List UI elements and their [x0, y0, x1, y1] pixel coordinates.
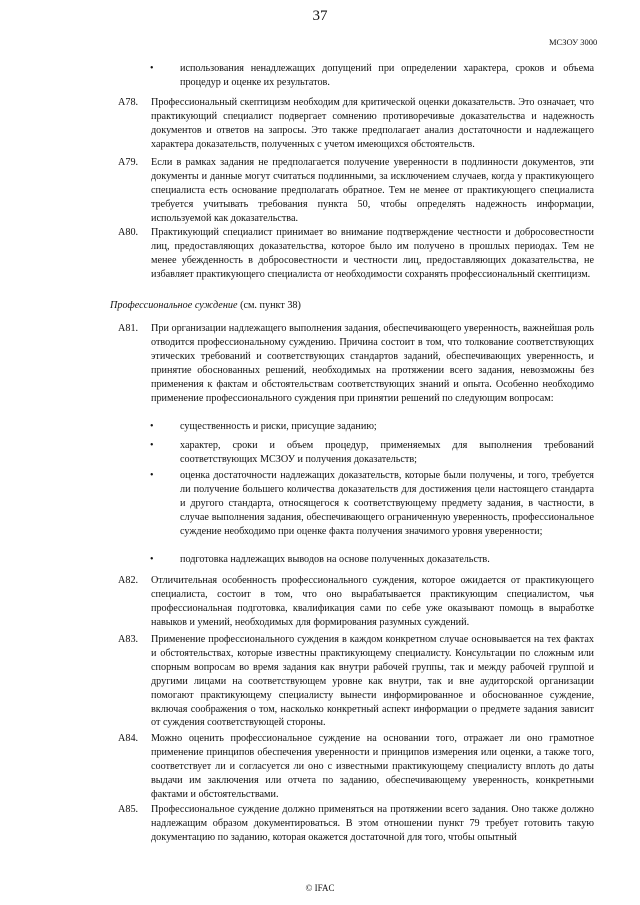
a81-bullet-4: подготовка надлежащих выводов на основе полученных доказательств. [180, 554, 490, 565]
document-code: МСЗОУ 3000 [549, 37, 598, 47]
bullet-dot: • [150, 470, 154, 481]
top-bullet-text: использования ненадлежащих допущений при определении характера, сроков и объема процедур и оценке их результатов. [180, 63, 594, 88]
paragraph-number-a82: A82. [118, 575, 139, 586]
paragraph-a84-text: Можно оценить профессиональное суждение на основании того, отражает ли оно грамотное применение принципов обеспечения уверенности и принципов измерения или оценки, а также того, соответствует ли и согласуется ли оно с известными практикующему специалисту вплоть до даты выдачи им заключения или отчета по заданию, обеспечивающему уверенность, конкретными фактами и обстоятельствами. [151, 733, 594, 800]
paragraph-number-a80: A80. [118, 227, 139, 238]
paragraph-number-a84: A84. [118, 733, 139, 744]
paragraph-number-a81: A81. [118, 323, 139, 334]
paragraph-a80-text: Практикующий специалист принимает во внимание подтверждение честности и добросовестности лиц, предоставляющих доказательства, которое было им получено в прошлых периодах. Тем не менее убежденность в добросовестности и честности лиц, предоставляющих доказательства, не избавляет практикующего специалиста от необходимости сохранять профессиональный скептицизм. [151, 227, 594, 280]
paragraph-a82-text: Отличительная особенность профессионального суждения, которое ожидается от практикующего специалиста, состоит в том, что оно вырабатывается практикующим специалистом, чья профессиональная подготовка, квалификация сами по себе уже оказывают помощь в выработке навыков и умений, необходимых для формирования разумных суждений. [151, 575, 594, 628]
bullet-dot: • [150, 440, 154, 451]
paragraph-a79-text: Если в рамках задания не предполагается получение уверенности в подлинности документов, эти документы и данные могут считаться подлинными, за исключением случаев, когда у практикующего специалиста есть основание предполагать обратное. Тем не менее от практикующего специалиста требуется учитывать требования пункта 50, чтобы определять надежность информации, используемой как доказательства. [151, 157, 594, 224]
section-heading [110, 299, 301, 313]
bullet-dot: • [150, 554, 154, 565]
a81-bullet-3: оценка достаточности надлежащих доказательств, которые были получены, и того, требуется ли получение большего количества доказательств для достижения цели настоящего стандарта и другого стандарта, относящегося к соответствующему предмету задания, в частности, в случае выполнения задания, обеспечивающего ограниченную уверенность, профессиональное суждение необходимо при оценке факта получения значимого уровня уверенности; [180, 470, 594, 537]
section-heading-ref: (см. пункт 38) [237, 300, 301, 311]
footer-copyright: © IFAC [305, 883, 335, 893]
paragraph-a85-text: Профессиональное суждение должно применяться на протяжении всего задания. Оно также должно надлежащим образом документироваться. В этом отношении пункт 79 требует готовить такую документацию по заданию, которая окажется достаточной для того, чтобы опытный [151, 804, 594, 843]
a81-bullet-1: существенность и риски, присущие заданию; [180, 421, 377, 432]
paragraph-number-a85: A85. [118, 804, 139, 815]
paragraph-a83-text: Применение профессионального суждения в каждом конкретном случае основывается на тех фактах и обстоятельствах, которые известны практикующему специалисту. Консультации по сложным или спорным вопросам во время задания как внутри рабочей группы, так и между рабочей группой и другими лицами на соответствующем уровне как внутри, так и вне аудиторской организации помогают практикующему специалисту вынести информированное и обоснованное суждение, включая соображения о том, насколько конкретный аспект информации о предмете задания зависит от суждения соответствующей стороны. [151, 634, 594, 729]
page-number: 37 [312, 8, 328, 24]
a81-bullet-2: характер, сроки и объем процедур, применяемых для выполнения требований соответствующих МСЗОУ и получения доказательств; [180, 440, 594, 465]
paragraph-number-a79: A79. [118, 157, 139, 168]
paragraph-number-a78: A78. [118, 97, 139, 108]
paragraph-a78-text: Профессиональный скептицизм необходим для критической оценки доказательств. Это означает, что практикующий специалист подвергает сомнению противоречивые доказательства и надежность документов и ответов на запросы. Это также предполагает анализ достаточности и надлежащего характера доказательств, полученных с учетом имеющихся обстоятельств. [151, 97, 594, 150]
section-heading-title: Профессиональное суждение [110, 300, 238, 311]
paragraph-a81-text: При организации надлежащего выполнения задания, обеспечивающего уверенность, важнейшая роль отводится профессиональному суждению. Причина состоит в том, что толкование соответствующих этических требований и соответствующих стандартов заданий, обеспечивающих уверенность, и принятие обоснованных решений, необходимых на протяжении всего задания, невозможны без применения к фактам и обстоятельствам соответствующих знаний и опыта. Особенно необходимо применение профессионального суждения при принятии решений по следующим вопросам: [151, 323, 594, 404]
paragraph-number-a83: A83. [118, 634, 139, 645]
bullet-dot: • [150, 63, 154, 74]
bullet-dot: • [150, 421, 154, 432]
